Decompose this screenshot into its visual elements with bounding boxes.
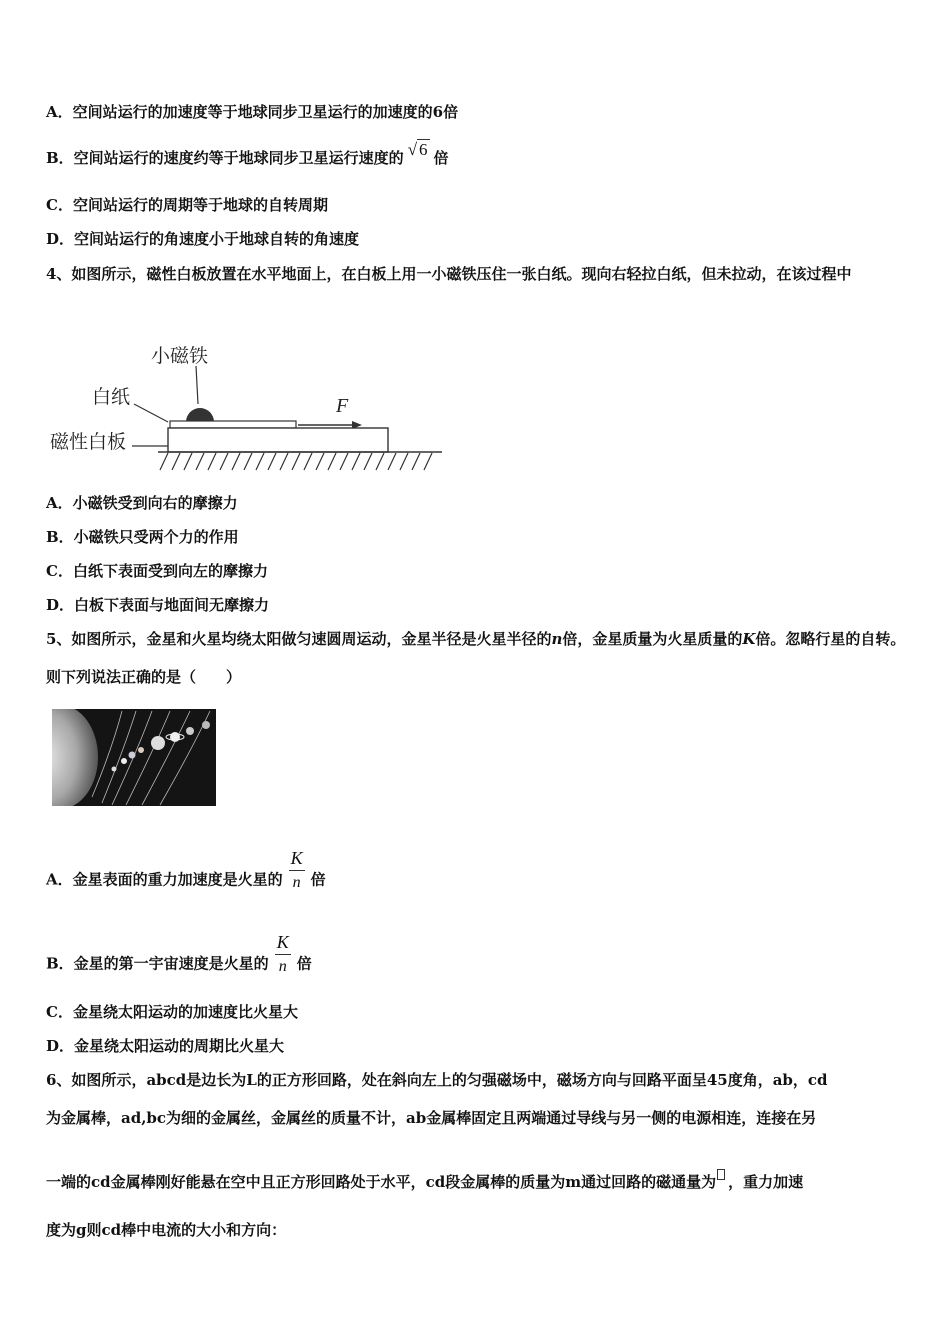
q3-option-d: D．空间站运行的角速度小于地球自转的角速度: [46, 230, 360, 248]
ground-hatching: [160, 453, 432, 470]
q4-option-d: D．白板下表面与地面间无摩擦力: [46, 596, 270, 614]
q3-option-b: [46, 140, 449, 168]
q5-option-b: [46, 932, 312, 987]
q3-option-c: C．空间站运行的周期等于地球的自转周期: [46, 196, 328, 214]
q5-option-d: D．金星绕太阳运动的周期比火星大: [46, 1037, 285, 1055]
magnet-shape: [186, 408, 214, 422]
q5-option-a-text: A．金星表面的重力加速度是火星的: [46, 870, 283, 889]
q6-line-2: 为金属棒，ad,bc为细的金属丝，金属丝的质量不计，ab金属棒固定且两端通过导线与另一侧的电源相连，连接在另: [46, 1109, 817, 1127]
q5-option-b-fraction: [275, 932, 291, 977]
q4-option-b: B．小磁铁只受两个力的作用: [46, 528, 239, 546]
fraction-denominator: n: [292, 874, 301, 891]
q6-line-3-suffix: ，重力加速: [728, 1173, 804, 1191]
fraction-denominator: n: [278, 958, 287, 975]
q5-option-c: C．金星绕太阳运动的加速度比火星大: [46, 1003, 298, 1021]
figure-label-force: F: [336, 395, 349, 417]
fraction-numerator: K: [275, 932, 291, 955]
q4-stem: 4、如图所示，磁性白板放置在水平地面上，在白板上用一小磁铁压住一张白纸。现向右轻拉白纸，但未拉动，在该过程中: [46, 265, 852, 283]
q6-line-3-text: 一端的cd金属棒刚好能悬在空中且正方形回路处于水平，cd段金属棒的质量为m通过回路的磁通量为: [46, 1173, 717, 1191]
q5-option-a: [46, 848, 326, 903]
figure-label-board: 磁性白板: [50, 432, 127, 453]
white-paper-shape: [170, 421, 296, 428]
q3-option-b-suffix: 倍: [433, 149, 449, 167]
sqrt-radicand: 6: [419, 140, 428, 159]
q4-option-c: C．白纸下表面受到向左的摩擦力: [46, 562, 268, 580]
q4-option-a: A．小磁铁受到向右的摩擦力: [46, 494, 238, 512]
q6-line-4: 度为g则cd棒中电流的大小和方向：: [46, 1221, 287, 1239]
magnet-board-figure: [46, 336, 446, 478]
magnetic-board-shape: [168, 428, 388, 452]
q5-option-b-suffix: 倍: [296, 954, 312, 973]
figure-label-magnet: 小磁铁: [151, 346, 209, 367]
q5-stem: [46, 620, 908, 696]
q5-var-n: n: [551, 630, 563, 648]
q5-option-a-suffix: 倍: [310, 870, 326, 889]
q5-stem-part1: 5、如图所示，金星和火星均绕太阳做匀速圆周运动，金星半径是火星半径的: [46, 630, 552, 648]
q3-option-a: A．空间站运行的加速度等于地球同步卫星运行的加速度的6倍: [46, 103, 459, 121]
flux-symbol-placeholder-icon: [717, 1169, 725, 1180]
q6-line-3: [46, 1172, 803, 1192]
magnet-pointer-line: [196, 366, 198, 404]
figure-label-paper: 白纸: [92, 387, 131, 408]
q5-option-b-text: B．金星的第一宇宙速度是火星的: [46, 954, 269, 973]
paper-pointer-line: [134, 404, 168, 422]
q5-option-a-fraction: [289, 848, 305, 893]
fraction-numerator: K: [289, 848, 305, 871]
q6-line-1: 6、如图所示，abcd是边长为L的正方形回路，处在斜向左上的匀强磁场中，磁场方向与回路平面呈45度角，ab，cd: [46, 1071, 828, 1089]
sqrt-expression: √ 6: [407, 140, 428, 159]
q5-stem-part2: 倍，金星质量为火星质量的: [562, 630, 743, 648]
q3-option-b-text: B．空间站运行的速度约等于地球同步卫星运行速度的: [46, 149, 404, 167]
solar-system-image: [52, 709, 216, 806]
q5-stem-part3: 倍。忽略行星的自转。则下列说法正确的是（ ）: [46, 630, 906, 686]
q5-var-k: K: [742, 630, 756, 648]
